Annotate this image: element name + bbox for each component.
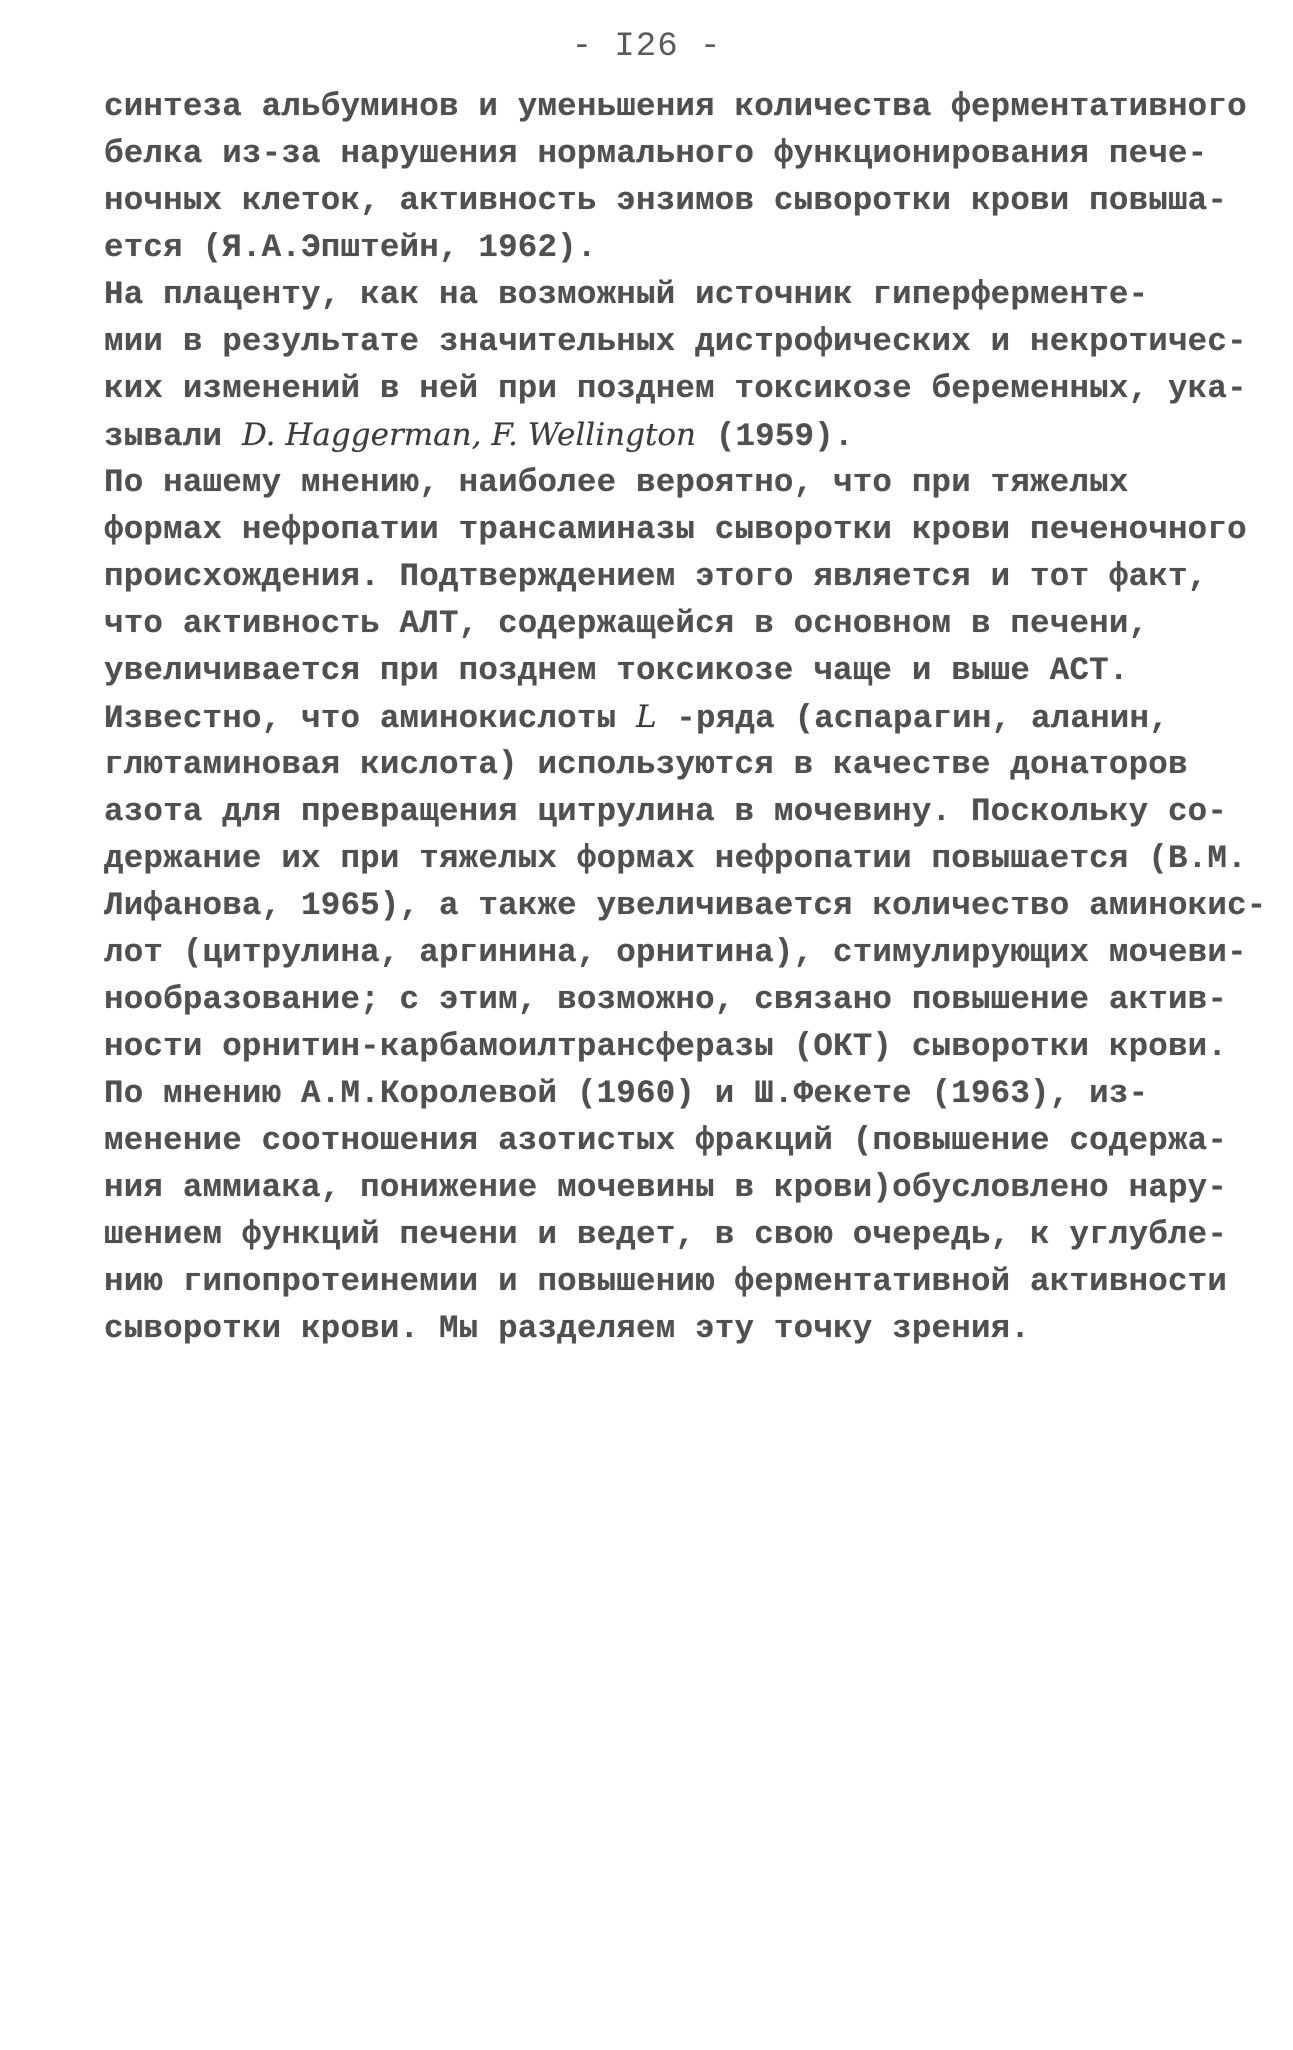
text-line: нию гипопротеинемии и повышению ферментативной активности (104, 1263, 1228, 1300)
handwritten-names: D. Haggerman, F. Wellington (241, 417, 697, 453)
text-line: происхождения. Подтверждением этого является и тот факт, (104, 558, 1208, 595)
text-line: лот (цитрулина, аргинина, орнитина), стимулирующих мочеви- (104, 934, 1247, 971)
text-line: увеличивается при позднем токсикозе чаще и выше АСТ. (104, 652, 1129, 689)
text-line: сыворотки крови. Мы разделяем эту точку зрения. (104, 1310, 1031, 1347)
handwritten-l-symbol: L (636, 699, 657, 735)
text-line: синтеза альбуминов и уменьшения количества ферментативного (104, 88, 1247, 125)
text-fragment: Известно, что аминокислоты (104, 700, 636, 737)
text-fragment: (1959). (696, 418, 854, 455)
text-line: ния аммиака, понижение мочевины в крови)обусловлено нару- (104, 1169, 1228, 1206)
text-line: На плаценту, как на возможный источник гиперферменте- (104, 276, 1149, 313)
text-line: По нашему мнению, наиболее вероятно, что при тяжелых (104, 464, 1129, 501)
text-line: ких изменений в ней при позднем токсикозе беременных, ука- (104, 370, 1247, 407)
text-line: По мнению А.М.Королевой (1960) и Ш.Фекете (1963), из- (104, 1075, 1149, 1112)
text-line: нообразование; с этим, возможно, связано повышение актив- (104, 981, 1228, 1018)
text-line: глютаминовая кислота) используются в качестве донаторов (104, 746, 1188, 783)
text-line: Лифанова, 1965), а также увеличивается количество аминокис- (104, 887, 1267, 924)
text-line: ности орнитин-карбамоилтрансферазы (ОКТ) сыворотки крови. (104, 1028, 1228, 1065)
text-fragment: -ряда (аспарагин, аланин, (656, 700, 1169, 737)
text-line: менение соотношения азотистых фракций (повышение содержа- (104, 1122, 1228, 1159)
text-line-with-handwritten-symbol (104, 699, 1194, 737)
text-line: белка из-за нарушения нормального функционирования пече- (104, 135, 1208, 172)
text-line: азота для превращения цитрулина в мочевину. Поскольку со- (104, 793, 1228, 830)
text-line: держание их при тяжелых формах нефропатии повышается (В.М. (104, 840, 1247, 877)
text-line: шением функций печени и ведет, в свою очередь, к углубле- (104, 1216, 1228, 1253)
text-fragment: зывали (104, 418, 242, 455)
text-line: ется (Я.А.Эпштейн, 1962). (104, 229, 597, 266)
text-line: формах нефропатии трансаминазы сыворотки крови печеночного (104, 511, 1247, 548)
text-line-with-handwritten-names (104, 417, 1194, 455)
text-line: что активность АЛТ, содержащейся в основном в печени, (104, 605, 1149, 642)
page-number: - I26 - (571, 28, 722, 66)
text-line: ночных клеток, активность энзимов сыворотки крови повыша- (104, 182, 1228, 219)
text-line: мии в результате значительных дистрофических и некротичес- (104, 323, 1247, 360)
